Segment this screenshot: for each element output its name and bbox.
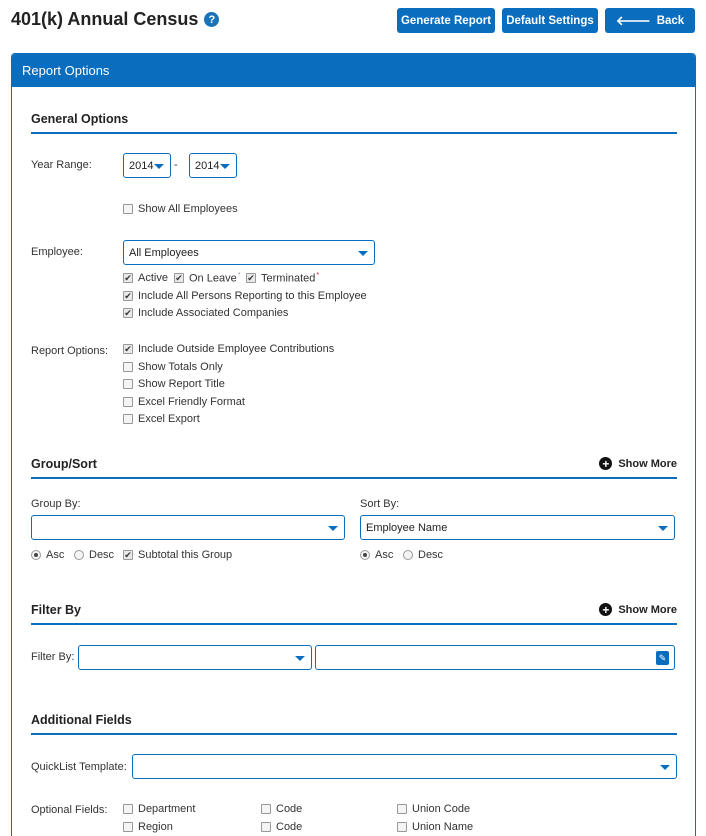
chevron-down-icon bbox=[220, 164, 230, 169]
employee-select[interactable] bbox=[123, 240, 375, 265]
include-associated-row[interactable] bbox=[123, 307, 288, 319]
optional-field-row[interactable] bbox=[397, 821, 473, 833]
show-report-title-checkbox[interactable] bbox=[123, 379, 133, 389]
show-all-employees-checkbox[interactable] bbox=[123, 204, 133, 214]
arrow-left-icon: 🡐 bbox=[615, 12, 651, 28]
chevron-down-icon bbox=[154, 164, 164, 169]
filter-value-input[interactable] bbox=[315, 645, 675, 670]
optional-field-row[interactable] bbox=[261, 803, 302, 815]
on-leave-checkbox[interactable]: ✔ bbox=[175, 272, 183, 283]
subtotal-group-checkbox[interactable]: ✔ bbox=[124, 549, 132, 560]
group-sort-title: Group/Sort bbox=[31, 457, 97, 471]
quicklist-select[interactable] bbox=[132, 754, 677, 779]
group-by-select[interactable] bbox=[31, 515, 345, 540]
chevron-down-icon bbox=[358, 251, 368, 256]
show-more-label: Show More bbox=[618, 603, 677, 616]
optional-field-label: Union Name bbox=[412, 821, 474, 833]
report-option-row[interactable] bbox=[123, 413, 200, 425]
optional-field-label: Union Code bbox=[412, 803, 471, 815]
plus-circle-icon: + bbox=[599, 603, 612, 616]
optional-field-row[interactable] bbox=[123, 821, 173, 833]
on-leave-label: On Leave* bbox=[189, 272, 241, 285]
group-desc-row[interactable] bbox=[74, 549, 114, 561]
quicklist-label: QuickList Template: bbox=[31, 761, 127, 773]
subtotal-group-row[interactable] bbox=[123, 549, 232, 561]
group-asc-row[interactable] bbox=[31, 549, 64, 561]
include-associated-label: Include Associated Companies bbox=[138, 307, 289, 319]
subtotal-group-label: Subtotal this Group bbox=[138, 549, 233, 561]
group-desc-label: Desc bbox=[89, 549, 115, 561]
status-on-leave-row[interactable] bbox=[174, 272, 240, 285]
outside-contributions-checkbox[interactable]: ✔ bbox=[124, 343, 132, 354]
employee-label: Employee: bbox=[31, 246, 83, 258]
sort-asc-row[interactable] bbox=[360, 549, 393, 561]
help-icon[interactable]: ? bbox=[204, 12, 219, 27]
chevron-down-icon bbox=[295, 656, 305, 661]
show-totals-only-checkbox[interactable] bbox=[123, 362, 133, 372]
employee-value: All Employees bbox=[129, 246, 199, 259]
report-option-label: Excel Friendly Format bbox=[138, 396, 245, 408]
back-button-label: Back bbox=[656, 14, 685, 27]
active-checkbox[interactable]: ✔ bbox=[124, 272, 132, 283]
panel-header: Report Options bbox=[12, 54, 695, 87]
year-from-value: 2014 bbox=[129, 159, 154, 172]
optional-field-row[interactable] bbox=[261, 821, 302, 833]
edit-icon[interactable]: ✎ bbox=[656, 651, 669, 665]
year-to-select[interactable] bbox=[189, 153, 237, 178]
optional-field-label: Code bbox=[276, 821, 303, 833]
include-reporting-label: Include All Persons Reporting to this Employee bbox=[138, 290, 367, 302]
additional-fields-rule bbox=[31, 733, 677, 735]
generate-report-button[interactable]: Generate Report bbox=[397, 8, 495, 33]
general-options-title: General Options bbox=[31, 112, 129, 126]
optional-field-checkbox[interactable] bbox=[123, 804, 133, 814]
report-option-label: Include Outside Employee Contributions bbox=[138, 343, 335, 355]
status-active-row[interactable] bbox=[123, 272, 168, 284]
excel-export-checkbox[interactable] bbox=[123, 414, 133, 424]
page-title-text: 401(k) Annual Census bbox=[11, 9, 199, 29]
active-label: Active bbox=[138, 272, 168, 284]
chevron-down-icon bbox=[658, 526, 668, 531]
optional-field-checkbox[interactable] bbox=[397, 822, 407, 832]
report-option-label: Show Report Title bbox=[138, 378, 225, 390]
terminated-checkbox[interactable]: ✔ bbox=[247, 272, 255, 283]
optional-field-label: Region bbox=[138, 821, 173, 833]
show-all-employees-row[interactable] bbox=[123, 203, 238, 215]
report-option-row[interactable] bbox=[123, 378, 225, 390]
report-option-row[interactable] bbox=[123, 361, 223, 373]
optional-field-checkbox[interactable] bbox=[261, 822, 271, 832]
year-from-select[interactable] bbox=[123, 153, 171, 178]
sort-desc-label: Desc bbox=[418, 549, 444, 561]
show-all-employees-label: Show All Employees bbox=[138, 203, 238, 215]
optional-fields-label: Optional Fields: bbox=[31, 804, 108, 816]
sort-by-value: Employee Name bbox=[366, 521, 448, 534]
include-associated-checkbox[interactable]: ✔ bbox=[124, 307, 132, 318]
plus-circle-icon: + bbox=[599, 457, 612, 470]
excel-friendly-checkbox[interactable] bbox=[123, 397, 133, 407]
general-options-rule bbox=[31, 132, 677, 134]
include-reporting-checkbox[interactable]: ✔ bbox=[124, 290, 132, 301]
chevron-down-icon bbox=[660, 765, 670, 770]
report-option-row[interactable] bbox=[123, 343, 334, 355]
optional-field-checkbox[interactable] bbox=[261, 804, 271, 814]
back-button[interactable] bbox=[605, 8, 695, 33]
optional-field-checkbox[interactable] bbox=[397, 804, 407, 814]
group-asc-label: Asc bbox=[46, 549, 65, 561]
sort-by-label: Sort By: bbox=[360, 498, 400, 510]
group-by-label: Group By: bbox=[31, 498, 81, 510]
group-desc-radio[interactable] bbox=[74, 550, 84, 560]
optional-field-checkbox[interactable] bbox=[123, 822, 133, 832]
sort-asc-label: Asc bbox=[375, 549, 394, 561]
filter-by-label: Filter By: bbox=[31, 651, 75, 663]
report-options-label: Report Options: bbox=[31, 345, 109, 357]
sort-desc-radio[interactable] bbox=[403, 550, 413, 560]
filter-show-more[interactable] bbox=[599, 603, 677, 616]
terminated-label: Terminated* bbox=[261, 272, 320, 285]
sort-by-select[interactable] bbox=[360, 515, 675, 540]
status-terminated-row[interactable] bbox=[246, 272, 319, 285]
sort-desc-row[interactable] bbox=[403, 549, 443, 561]
filter-by-rule bbox=[31, 623, 677, 625]
filter-field-select[interactable] bbox=[78, 645, 312, 670]
report-option-label: Show Totals Only bbox=[138, 361, 223, 373]
year-to-value: 2014 bbox=[195, 159, 220, 172]
default-settings-button[interactable]: Default Settings bbox=[502, 8, 598, 33]
report-option-label: Excel Export bbox=[138, 413, 200, 425]
group-asc-radio[interactable] bbox=[31, 550, 41, 560]
chevron-down-icon bbox=[328, 526, 338, 531]
optional-field-row[interactable] bbox=[123, 803, 195, 815]
show-more-label: Show More bbox=[618, 457, 677, 470]
optional-field-label: Code bbox=[276, 803, 303, 815]
optional-field-row[interactable] bbox=[397, 803, 470, 815]
group-sort-rule bbox=[31, 477, 677, 479]
page-title bbox=[11, 9, 219, 30]
year-range-label: Year Range: bbox=[31, 159, 92, 171]
additional-fields-title: Additional Fields bbox=[31, 713, 132, 727]
include-reporting-row[interactable] bbox=[123, 290, 367, 302]
filter-by-title: Filter By bbox=[31, 603, 82, 617]
group-sort-show-more[interactable] bbox=[599, 457, 677, 470]
report-option-row[interactable] bbox=[123, 396, 245, 408]
sort-asc-radio[interactable] bbox=[360, 550, 370, 560]
year-range-separator: - bbox=[174, 159, 178, 171]
optional-field-label: Department bbox=[138, 803, 196, 815]
